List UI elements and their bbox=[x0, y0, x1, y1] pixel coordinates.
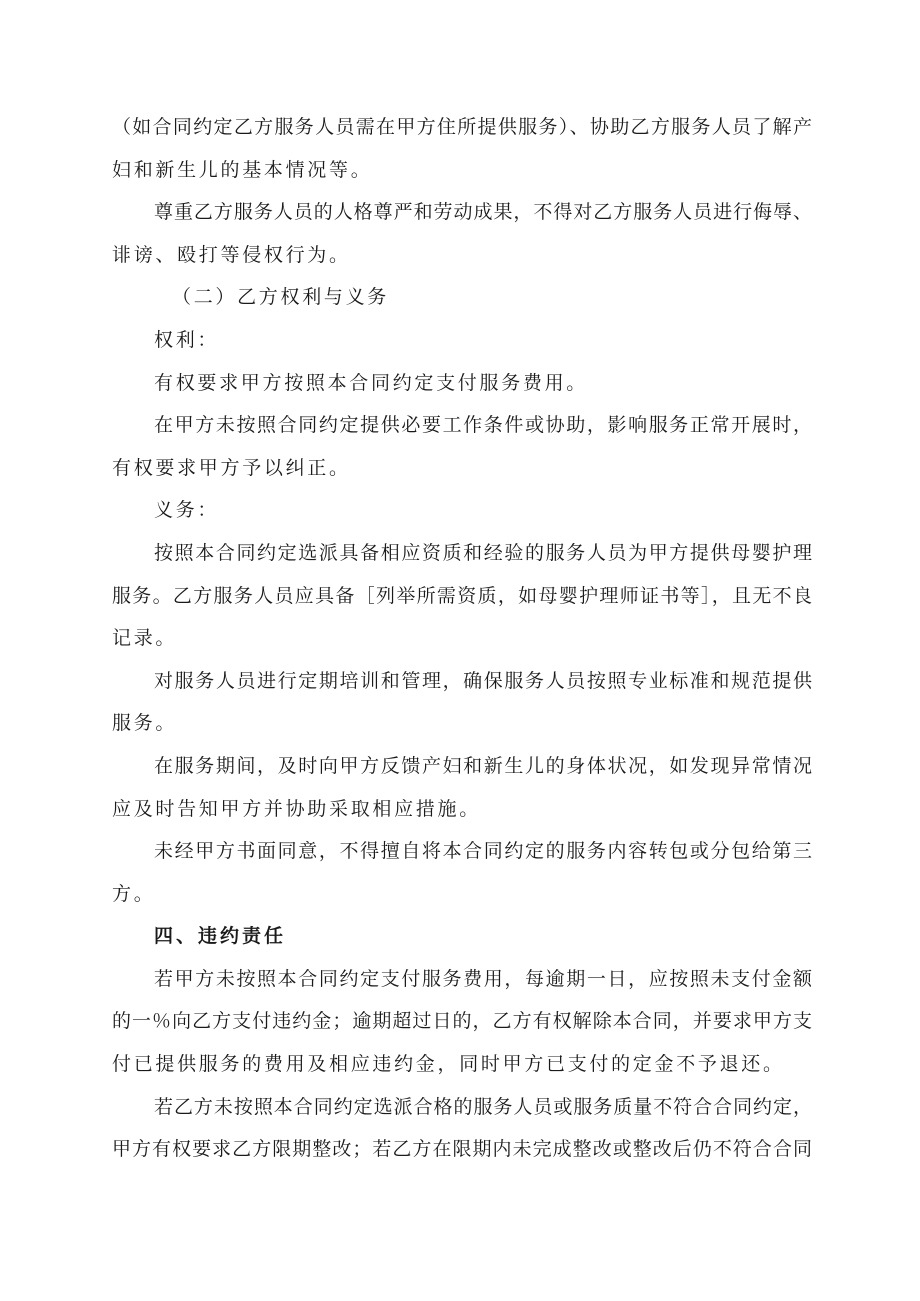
text-line: 记录。 bbox=[112, 627, 178, 650]
text-line: （二）乙方权利与义务 bbox=[172, 286, 390, 309]
text-line: （如合同约定乙方服务人员需在甲方住所提供服务）、协助乙方服务人员了解产 bbox=[112, 116, 812, 138]
paragraph bbox=[112, 191, 812, 276]
text-line: 的一％向乙方支付违约金；逾期超过日的，乙方有权解除本合同，并要求甲方支 bbox=[112, 1010, 812, 1033]
text-line: 甲方有权要求乙方限期整改；若乙方在限期内未完成整改或整改后仍不符合合同 bbox=[112, 1138, 812, 1161]
text-line: 服务。乙方服务人员应具备［列举所需资质，如母婴护理师证书等］，且无不良 bbox=[112, 584, 812, 607]
paragraph bbox=[112, 106, 812, 191]
text-line: 服务。 bbox=[112, 712, 178, 735]
text-line: 义务： bbox=[154, 499, 220, 522]
text-line: 若乙方未按照本合同约定选派合格的服务人员或服务质量不符合合同约定， bbox=[154, 1095, 812, 1118]
text-line: 应及时告知甲方并协助采取相应措施。 bbox=[112, 797, 481, 820]
document-page bbox=[112, 106, 812, 1171]
text-line: 在甲方未按照合同约定提供必要工作条件或协助，影响服务正常开展时， bbox=[154, 414, 812, 437]
paragraph bbox=[112, 404, 812, 489]
paragraph bbox=[112, 745, 812, 830]
text-line: 权利： bbox=[154, 328, 220, 351]
text-line: 诽谤、殴打等侵权行为。 bbox=[112, 243, 351, 266]
paragraph bbox=[112, 489, 812, 532]
text-line: 有权要求甲方予以纠正。 bbox=[112, 456, 351, 479]
text-line: 在服务期间，及时向甲方反馈产妇和新生儿的身体状况，如发现异常情况 bbox=[154, 754, 812, 777]
text-line: 若甲方未按照本合同约定支付服务费用，每逾期一日，应按照未支付金额 bbox=[154, 967, 812, 990]
text-line: 有权要求甲方按照本合同约定支付服务费用。 bbox=[154, 371, 589, 394]
paragraph bbox=[112, 1086, 812, 1171]
text-line: 按照本合同约定选派具备相应资质和经验的服务人员为甲方提供母婴护理 bbox=[154, 541, 812, 564]
text-line: 方。 bbox=[112, 882, 156, 905]
text-line: 付已提供服务的费用及相应违约金，同时甲方已支付的定金不予退还。 bbox=[112, 1053, 785, 1076]
paragraph bbox=[112, 958, 812, 1086]
subsection-heading bbox=[112, 276, 812, 319]
paragraph bbox=[112, 660, 812, 745]
section-heading bbox=[112, 915, 812, 958]
paragraph bbox=[112, 362, 812, 405]
paragraph bbox=[112, 532, 812, 660]
paragraph bbox=[112, 319, 812, 362]
text-line: 妇和新生儿的基本情况等。 bbox=[112, 158, 373, 181]
text-line: 四、违约责任 bbox=[154, 925, 287, 948]
text-line: 对服务人员进行定期培训和管理，确保服务人员按照专业标准和规范提供 bbox=[154, 669, 812, 692]
text-line: 尊重乙方服务人员的人格尊严和劳动成果，不得对乙方服务人员进行侮辱、 bbox=[154, 201, 812, 224]
paragraph bbox=[112, 830, 812, 915]
text-line: 未经甲方书面同意，不得擅自将本合同约定的服务内容转包或分包给第三 bbox=[154, 840, 812, 863]
